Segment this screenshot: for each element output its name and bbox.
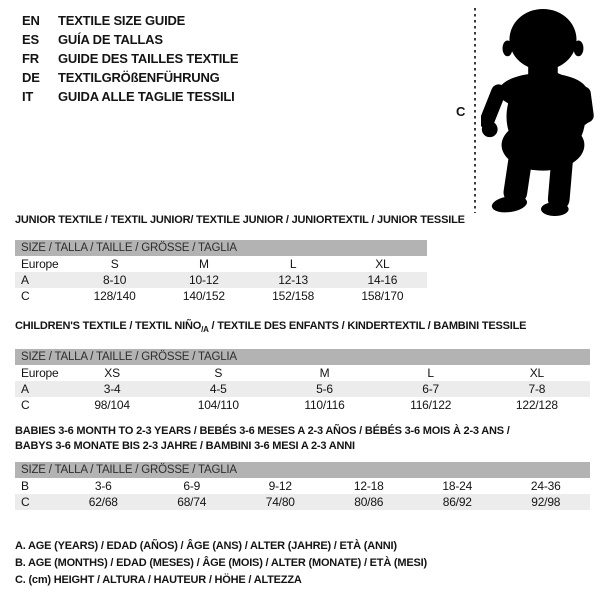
title-text: JUNIOR TEXTILE / TEXTIL JUNIOR/ TEXTILE JUNIOR / JUNIORTEXTIL / JUNIOR TESSILE xyxy=(15,214,465,226)
measure-label-c: C xyxy=(456,104,466,119)
section-title-line xyxy=(15,439,590,454)
size-row-a xyxy=(15,272,427,288)
size-cell: 3-4 xyxy=(103,382,121,397)
children-textile-section xyxy=(15,319,590,413)
size-cell: 116/122 xyxy=(410,398,452,413)
size-row-c xyxy=(15,397,590,413)
size-cell: 9-12 xyxy=(268,479,292,493)
size-cell: 128/140 xyxy=(93,289,136,303)
language-title: TEXTILE SIZE GUIDE xyxy=(58,13,186,28)
language-code: IT xyxy=(22,89,34,104)
language-title: GUIDE DES TAILLES TEXTILE xyxy=(58,51,239,66)
size-cell: 5-6 xyxy=(316,382,333,397)
size-cell: 6-7 xyxy=(422,382,440,397)
section-title-line xyxy=(15,424,590,439)
section-title-line xyxy=(15,319,590,337)
language-title: GUIDA ALLE TAGLIE TESSILI xyxy=(58,89,235,104)
size-row-europe xyxy=(15,365,590,381)
height-measure-dotted-line xyxy=(474,8,476,213)
size-cell: 152/158 xyxy=(272,289,315,303)
size-row-c xyxy=(15,288,427,304)
size-cell: 24-36 xyxy=(530,479,561,493)
size-cell: 122/128 xyxy=(515,398,558,413)
language-row xyxy=(22,30,238,49)
size-cell: 92/98 xyxy=(531,495,561,509)
title-text: BABIES 3-6 MONTH TO 2-3 YEARS / BEBÉS 3-6 MESES A 2-3 AÑOS / BÉBÉS 3-6 MOIS À 2-3 ANS / xyxy=(15,425,510,437)
row-label: Europe xyxy=(21,366,59,381)
row-label: C xyxy=(21,289,30,303)
size-cell: 10-12 xyxy=(189,273,219,287)
size-header-row xyxy=(15,240,427,256)
size-cell: 12-13 xyxy=(278,273,308,287)
size-cell: 6-9 xyxy=(183,479,201,493)
size-cell: 62/68 xyxy=(88,495,118,509)
row-label: A xyxy=(21,382,29,397)
babies-size-table xyxy=(15,462,590,510)
legend-note: C. (cm) HEIGHT / ALTURA / HAUTEUR / HÖHE / ALTEZZA xyxy=(15,574,302,586)
children-section-title xyxy=(15,319,590,337)
size-cell: L xyxy=(289,257,297,271)
babies-textile-section xyxy=(15,424,590,510)
size-row-a xyxy=(15,381,590,397)
size-cell: XL xyxy=(375,257,390,271)
size-cell: 104/110 xyxy=(197,398,239,413)
size-cell: 8-10 xyxy=(103,273,127,287)
language-title: GUÍA DE TALLAS xyxy=(58,32,163,47)
legend-notes xyxy=(15,538,427,589)
size-row-b xyxy=(15,478,590,494)
size-cell: 110/116 xyxy=(304,398,345,413)
size-cell: 80/86 xyxy=(354,495,384,509)
language-code: DE xyxy=(22,70,40,85)
size-cell: 74/80 xyxy=(265,495,295,509)
size-cell: 158/170 xyxy=(361,289,404,303)
size-cell: 18-24 xyxy=(442,479,473,493)
children-size-table xyxy=(15,349,590,413)
size-header-row xyxy=(15,462,590,478)
junior-textile-section xyxy=(15,213,465,304)
size-cell: 7-8 xyxy=(528,382,546,397)
size-cell: 140/152 xyxy=(182,289,225,303)
title-text: CHILDREN'S TEXTILE / TEXTIL NIÑO xyxy=(15,320,202,332)
size-cell: XL xyxy=(529,366,545,381)
language-row xyxy=(22,49,238,68)
language-code: EN xyxy=(22,13,40,28)
toddler-silhouette-icon xyxy=(481,5,600,217)
language-row xyxy=(22,68,238,87)
size-header-row xyxy=(15,349,590,365)
size-cell: 12-18 xyxy=(353,479,384,493)
language-code: ES xyxy=(22,32,39,47)
size-cell: 98/104 xyxy=(94,398,130,413)
junior-section-title xyxy=(15,213,465,228)
subscript-text: /A xyxy=(201,325,209,335)
size-cell: S xyxy=(214,366,223,381)
size-row-europe xyxy=(15,256,427,272)
title-text: / TEXTILE DES ENFANTS / KINDERTEXTIL / BAMBINI TESSILE xyxy=(208,320,527,332)
row-label: C xyxy=(21,495,30,509)
size-cell: XS xyxy=(104,366,120,381)
size-header-cell: SIZE / TALLA / TAILLE / GRÖSSE / TAGLIA xyxy=(15,349,590,365)
language-code: FR xyxy=(22,51,39,66)
size-cell: 14-16 xyxy=(367,273,398,287)
size-header-cell: SIZE / TALLA / TAILLE / GRÖSSE / TAGLIA xyxy=(15,240,427,256)
row-label: C xyxy=(21,398,30,413)
legend-note: A. AGE (YEARS) / EDAD (AÑOS) / ÂGE (ANS) / ALTER (JAHRE) / ETÀ (ANNI) xyxy=(15,540,397,552)
size-cell: 86/92 xyxy=(442,495,472,509)
language-title-list xyxy=(22,11,238,106)
size-header-cell: SIZE / TALLA / TAILLE / GRÖSSE / TAGLIA xyxy=(15,462,590,478)
size-cell: 68/74 xyxy=(177,495,207,509)
babies-section-title xyxy=(15,424,590,454)
title-text: BABYS 3-6 MONATE BIS 2-3 JAHRE / BAMBINI 3-6 MESI A 2-3 ANNI xyxy=(15,440,355,452)
row-label: Europe xyxy=(21,257,59,271)
size-cell: L xyxy=(427,366,434,381)
language-title: TEXTILGRÖßENFÜHRUNG xyxy=(58,70,220,85)
language-row xyxy=(22,11,238,30)
size-cell: M xyxy=(319,366,330,381)
size-cell: 3-6 xyxy=(94,479,112,493)
language-row xyxy=(22,87,238,106)
legend-note: B. AGE (MONTHS) / EDAD (MESES) / ÂGE (MOIS) / ALTER (MONATE) / ETÀ (MESI) xyxy=(15,557,427,569)
size-cell: M xyxy=(198,257,209,271)
row-label: B xyxy=(21,479,29,493)
size-cell: S xyxy=(110,257,119,271)
row-label: A xyxy=(21,273,29,287)
size-cell: 4-5 xyxy=(209,382,227,397)
size-row-c xyxy=(15,494,590,510)
junior-size-table xyxy=(15,240,427,304)
section-title-line xyxy=(15,213,465,228)
